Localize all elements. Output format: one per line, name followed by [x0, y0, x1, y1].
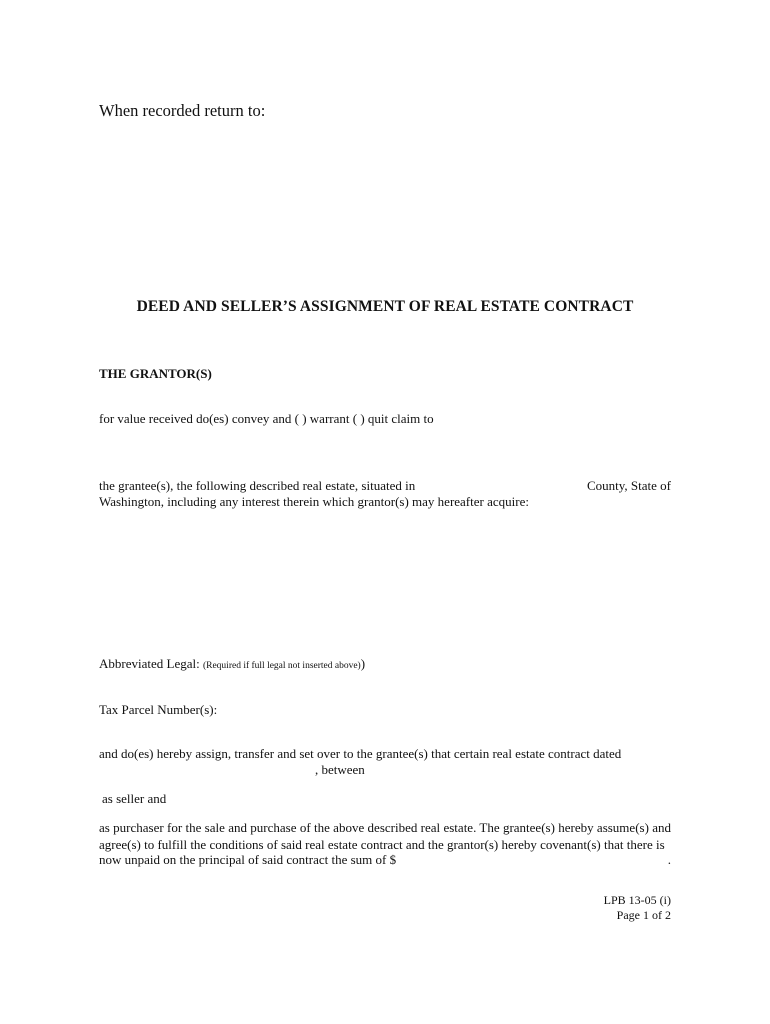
unpaid-line-left: now unpaid on the principal of said contract the sum of $ — [99, 852, 397, 867]
tax-parcel-label: Tax Parcel Number(s): — [99, 702, 218, 717]
page-number: Page 1 of 2 — [616, 908, 671, 922]
abbreviated-legal-label: Abbreviated Legal: — [99, 656, 200, 671]
grantee-line-left: the grantee(s), the following described real estate, situated in — [99, 478, 416, 493]
form-number: LPB 13-05 (i) — [603, 893, 671, 907]
grantee-line-right: County, State of — [586, 478, 671, 493]
grantor-heading: THE GRANTOR(S) — [99, 366, 212, 381]
unpaid-line-right: . — [667, 852, 671, 867]
between-line: , between — [315, 762, 365, 777]
abbreviated-legal-line — [99, 656, 365, 672]
purchaser-paragraph: as purchaser for the sale and purchase of the above described real estate. The grantee(s) hereby assume(s) and agree(s) to fulfill the conditions of said real estate contract and the grantor(s) hereby covenant(s) that there is — [99, 820, 671, 852]
assign-line: and do(es) hereby assign, transfer and set over to the grantee(s) that certain real estate contract dated — [99, 746, 622, 761]
washington-line: Washington, including any interest therein which grantor(s) may hereafter acquire: — [99, 494, 529, 509]
return-to-label: When recorded return to: — [99, 101, 266, 120]
seller-line: as seller and — [102, 791, 167, 806]
convey-line: for value received do(es) convey and ( ) warrant ( ) quit claim to — [99, 411, 434, 426]
abbreviated-legal-note: (Required if full legal not inserted above) — [202, 661, 361, 671]
abbreviated-legal-close: ) — [360, 656, 366, 671]
document-title: DEED AND SELLER’S ASSIGNMENT OF REAL ESTATE CONTRACT — [136, 298, 634, 315]
